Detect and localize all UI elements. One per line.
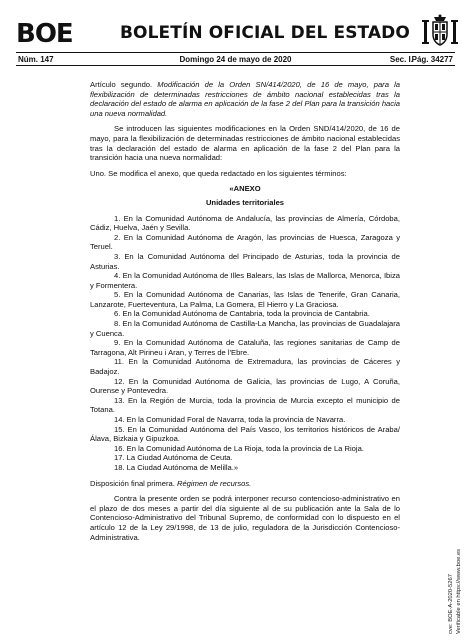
article-heading-paragraph [90, 80, 400, 118]
newspaper-title: BOLETÍN OFICIAL DEL ESTADO [120, 23, 410, 43]
article-heading: Artículo segundo. [90, 80, 153, 89]
cve-code: cve: BOE-A-2020-5267 [448, 574, 454, 634]
header-top-rule [16, 52, 455, 53]
annex-item: 15. En la Comunidad Autónoma del País Vasco, los territorios históricos de Araba/Álava, Bizkaia y Gipuzkoa. [90, 424, 400, 444]
annex-subtitle: Unidades territoriales [205, 197, 285, 207]
annex-item: 9. En la Comunidad Autónoma de Cataluña, las regiones sanitarias de Camp de Tarragona, Alt Pirineu i Aran, y Terres de l'Ebre. [90, 338, 400, 357]
document-body [90, 80, 400, 542]
header-info-row [18, 54, 453, 65]
final-text: Contra la presente orden se podrá interponer recurso contencioso-administrativo en el plazo de dos meses a partir del día siguiente al de su publicación ante la Sala de lo Contencioso-Administrativo del Tribunal Supremo, de conformidad con lo dispuesto en el artículo 12 de la Ley 29/1998, de 13 de julio, reguladora de la Jurisdicción Contencioso-Administrativa. [90, 494, 400, 542]
final-heading-paragraph [90, 479, 400, 489]
annex-item: 18. La Ciudad Autónoma de Melilla.» [114, 462, 239, 472]
annex-item: 11. En la Comunidad Autónoma de Extremadura, las provincias de Cáceres y Badajoz. [90, 357, 400, 377]
annex-item: 12. En la Comunidad Autónoma de Galicia, las provincias de Lugo, A Coruña, Ourense y Pontevedra. [90, 376, 400, 396]
annex-title: «ANEXO [229, 184, 261, 194]
annex-item: 3. En la Comunidad Autónoma del Principado de Asturias, toda la provincia de Asturias. [90, 251, 400, 271]
annex-item: 14. En la Comunidad Foral de Navarra, toda la provincia de Navarra. [114, 415, 346, 424]
page-number: Pág. 34277 [411, 55, 453, 64]
verification-sidebar [448, 504, 468, 634]
annex-item: 17. La Ciudad Autónoma de Ceuta. [114, 453, 233, 463]
annex-item: 1. En la Comunidad Autónoma de Andalucía, las provincias de Almería, Córdoba, Cádiz, Huelva, Jaén y Sevilla. [90, 213, 400, 233]
annex-item: 16. En la Comunidad Autónoma de La Rioja, toda la provincia de La Rioja. [114, 443, 364, 453]
header-bottom-rule [16, 65, 455, 66]
final-heading: Disposición final primera. [90, 478, 175, 488]
section-label: Sec. I. [389, 55, 413, 64]
article-heading-title: Modificación de la Orden SN/414/2020, de 16 de mayo, para la flexibilización de determinadas restricciones de ámbito nacional establecidas tras la declaración del estado de alarma en aplicación de la fase 2 del Plan para la transición hacia una nueva normalidad. [90, 80, 400, 118]
annex-item: 8. En la Comunidad Autónoma de Castilla-La Mancha, las provincias de Guadalajara y Cuenca. [90, 319, 400, 338]
annex-item: 6. En la Comunidad Autónoma de Cantabria, toda la provincia de Cantabria. [114, 309, 370, 319]
annex-item: 2. En la Comunidad Autónoma de Aragón, las provincias de Huesca, Zaragoza y Teruel. [90, 232, 400, 252]
annex-item: 13. En la Región de Murcia, toda la provincia de Murcia excepto el municipio de Totana. [90, 395, 400, 415]
final-heading-title: Régimen de recursos. [176, 478, 252, 488]
article-intro: Se introducen las siguientes modificaciones en la Orden SND/414/2020, de 16 de mayo, para la flexibilización de determinadas restricciones de ámbito nacional establecidas tras la declaración del estado de alarma en aplicación de la fase 2 del Plan para la transición hacia una nueva normalidad: [90, 124, 400, 163]
coat-of-arms-icon [420, 14, 460, 48]
boe-logo [16, 19, 101, 49]
article-uno: Uno. Se modifica el anexo, que queda redactado en los siguientes términos: [90, 168, 347, 178]
verification-link[interactable]: Verificable en https://www.boe.es [455, 548, 462, 634]
issue-number: Núm. 147 [18, 55, 54, 64]
boe-logo-text: BOE [16, 19, 73, 49]
annex-item: 4. En la Comunidad Autónoma de Illes Balears, las Islas de Mallorca, Menorca, Ibiza y Formentera. [90, 271, 400, 290]
annex-item: 5. En la Comunidad Autónoma de Canarias, las Islas de Tenerife, Gran Canaria, Lanzarote, Fuerteventura, La Palma, La Gomera, El Hierro y La Graciosa. [90, 290, 400, 309]
issue-date: Domingo 24 de mayo de 2020 [179, 55, 292, 64]
